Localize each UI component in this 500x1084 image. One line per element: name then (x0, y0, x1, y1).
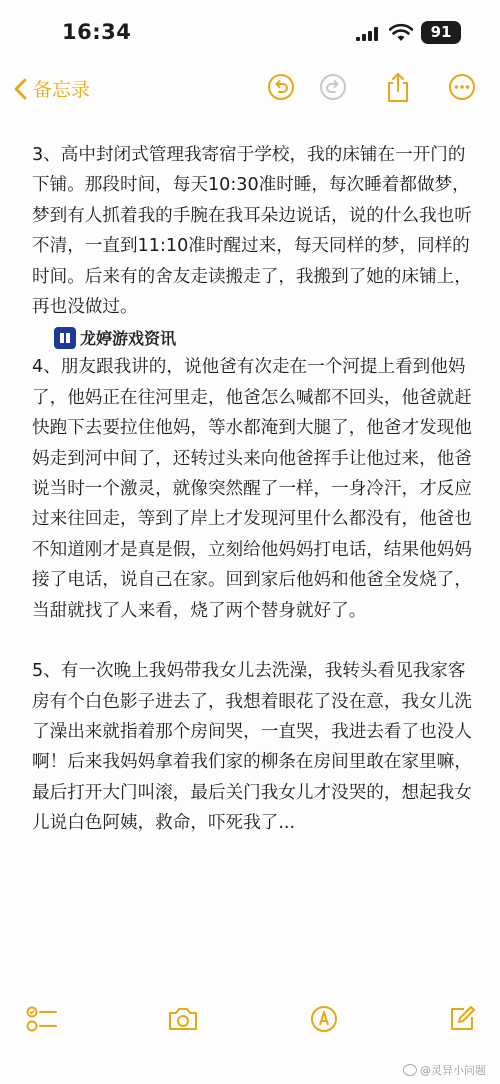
note-paragraph: 3、高中封闭式管理我寄宿于学校，我的床铺在一开门的下铺。那段时间，每天10:30准时睡，每次睡着都做梦，梦到有人抓着我的手腕在我耳朵边说话，说的什么我也听不清，一直到11:10准时醒过来，每天同样的梦，同样的时间。后来有的舍友走读搬走了，我搬到了她的床铺上，再也没做过。 (32, 145, 472, 318)
markup-button[interactable] (307, 1002, 341, 1036)
weibo-credit-text: @灵异小问题 (420, 1064, 486, 1077)
nav-bar (0, 66, 500, 112)
status-bar (0, 0, 500, 62)
watermark-overlay (50, 326, 180, 349)
checklist-icon (26, 1005, 58, 1033)
redo-button[interactable] (318, 72, 348, 102)
status-time: 16:34 (62, 20, 132, 44)
watermark-text: 龙婷游戏资讯 (80, 329, 177, 348)
note-paragraph: 5、有一次晚上我妈带我女儿去洗澡，我转头看见我家客房有个白色影子进去了，我想着眼花了没在意，我女儿洗了澡出来就指着那个房间哭，一直哭，我进去看了也没人啊！后来我妈妈拿着我们家的柳条在房间里敢在家里嘛，最后打开大门叫滚，最后关门我女儿才没哭的，想起我女儿说白色阿姨，救命，吓死我了... (32, 661, 472, 834)
compose-icon (448, 1005, 476, 1033)
more-icon (448, 73, 476, 101)
redo-icon (319, 73, 347, 101)
undo-icon (267, 73, 295, 101)
weibo-logo-icon (403, 1064, 417, 1076)
back-label: 备忘录 (33, 79, 91, 101)
share-icon (385, 71, 411, 103)
battery-indicator: 91 (421, 21, 461, 44)
chevron-left-icon (14, 78, 27, 100)
watermark-logo-icon (54, 327, 76, 349)
undo-button[interactable] (266, 72, 296, 102)
wifi-icon (389, 23, 413, 42)
camera-button[interactable] (166, 1002, 200, 1036)
compose-button[interactable] (445, 1002, 479, 1036)
more-button[interactable] (447, 72, 477, 102)
cellular-signal-icon (356, 27, 380, 41)
share-button[interactable] (383, 72, 413, 102)
weibo-credit (403, 1062, 486, 1078)
bottom-toolbar (0, 996, 500, 1046)
note-paragraph: 4、朋友跟我讲的，说他爸有次走在一个河提上看到他妈了，他妈正在往河里走，他爸怎么喊都不回头，他爸就赶快跑下去要拉住他妈，等水都淹到大腿了，他爸才发现他妈走到河中间了，还转过头来向他爸挥手让他过来，他爸说当时一个激灵，就像突然醒了一样，一身冷汗，才反应过来往回走，等到了岸上才发现河里什么都没有，他爸也不知道刚才是真是假，立刻给他妈妈打电话，结果他妈妈接了电话，说自己在家。回到家后他妈和他爸全发烧了，当甜就找了人来看，烧了两个替身就好了。 (32, 357, 472, 621)
markup-pen-icon (310, 1005, 338, 1033)
note-body[interactable] (32, 140, 472, 869)
back-button[interactable] (14, 75, 90, 102)
camera-icon (167, 1006, 199, 1032)
checklist-button[interactable] (25, 1002, 59, 1036)
